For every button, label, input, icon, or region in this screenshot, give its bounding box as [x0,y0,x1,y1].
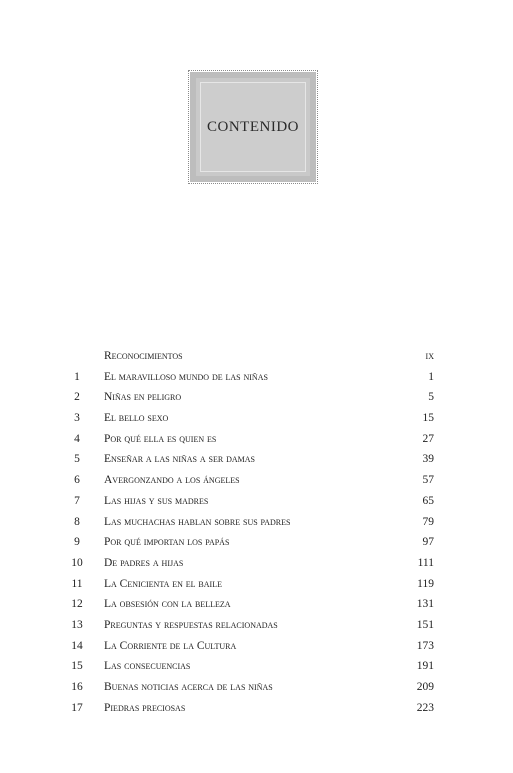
chapter-number: 7 [74,494,80,507]
chapter-number: 3 [74,412,80,425]
chapter-number: 9 [74,536,80,549]
toc-entry [64,677,434,698]
toc-entry [64,449,434,470]
page-number: 27 [422,432,434,445]
contents-title-panel [200,82,306,172]
chapter-number: 11 [71,577,83,590]
toc-entry [64,408,434,429]
page-number: 209 [416,681,434,693]
chapter-title: La Corriente de la Cultura [104,639,237,652]
chapter-title: Reconocimientos [104,350,183,362]
page-number: 97 [422,536,434,549]
toc-entry [64,512,434,533]
toc-entry [64,698,434,719]
chapter-title: Buenas noticias acerca de las niñas [104,681,273,693]
chapter-title: Preguntas y respuestas relacionadas [104,618,278,631]
toc-entry [64,574,434,595]
chapter-number: 8 [74,515,80,528]
page-number: 119 [417,577,434,590]
chapter-title: La obsesión con la belleza [104,598,231,611]
chapter-title: La Cenicienta en el baile [104,577,222,590]
page-number: 39 [422,453,434,466]
chapter-number: 1 [74,370,80,383]
chapter-number: 13 [71,618,83,631]
toc-entry [64,636,434,657]
chapter-number: 14 [71,639,83,652]
chapter-title: Las muchachas hablan sobre sus padres [104,515,291,528]
toc-entry [64,553,434,574]
chapter-title: Avergonzando a los ángeles [104,474,240,487]
page-number: 65 [422,494,434,507]
chapter-title: Niñas en peligro [104,391,182,404]
page-number: 131 [416,598,434,611]
table-of-contents [64,346,434,718]
chapter-number: 12 [71,598,83,611]
page-number: 5 [428,391,434,404]
page-number: 151 [416,618,434,631]
chapter-title: Por qué importan los papás [104,536,230,549]
chapter-number: 15 [71,660,83,673]
toc-entry [64,594,434,615]
toc-entry [64,367,434,388]
chapter-title: Por qué ella es quien es [104,432,217,445]
toc-entry [64,387,434,408]
chapter-title: Enseñar a las niñas a ser damas [104,453,255,466]
chapter-number: 16 [71,681,83,693]
page-number: ix [425,350,434,362]
chapter-number: 17 [71,701,83,714]
chapter-number: 10 [71,556,83,569]
page-number: 223 [416,701,434,714]
page-number: 15 [422,412,434,425]
toc-entry [64,429,434,450]
toc-entry [64,615,434,636]
chapter-title: De padres a hijas [104,556,184,569]
page-number: 173 [416,639,434,652]
chapter-number: 6 [74,474,80,487]
chapter-number: 5 [74,453,80,466]
toc-entry [64,532,434,553]
chapter-title: Las consecuencias [104,660,191,673]
page-number: 1 [428,370,434,383]
chapter-title: El bello sexo [104,412,169,425]
chapter-title: Las hijas y sus madres [104,494,209,507]
page-number: 79 [422,515,434,528]
toc-entry [64,470,434,491]
chapter-title: Piedras preciosas [104,701,186,714]
chapter-number: 2 [74,391,80,404]
chapter-number: 4 [74,432,80,445]
toc-entry [64,346,434,367]
chapter-title: El maravilloso mundo de las niñas [104,370,268,383]
page-number: 57 [422,474,434,487]
contents-title-frame [190,72,316,182]
toc-entry [64,491,434,512]
page-number: 191 [416,660,434,673]
page-title: CONTENIDO [207,118,299,135]
toc-entry [64,656,434,677]
page-number: 111 [417,556,434,569]
